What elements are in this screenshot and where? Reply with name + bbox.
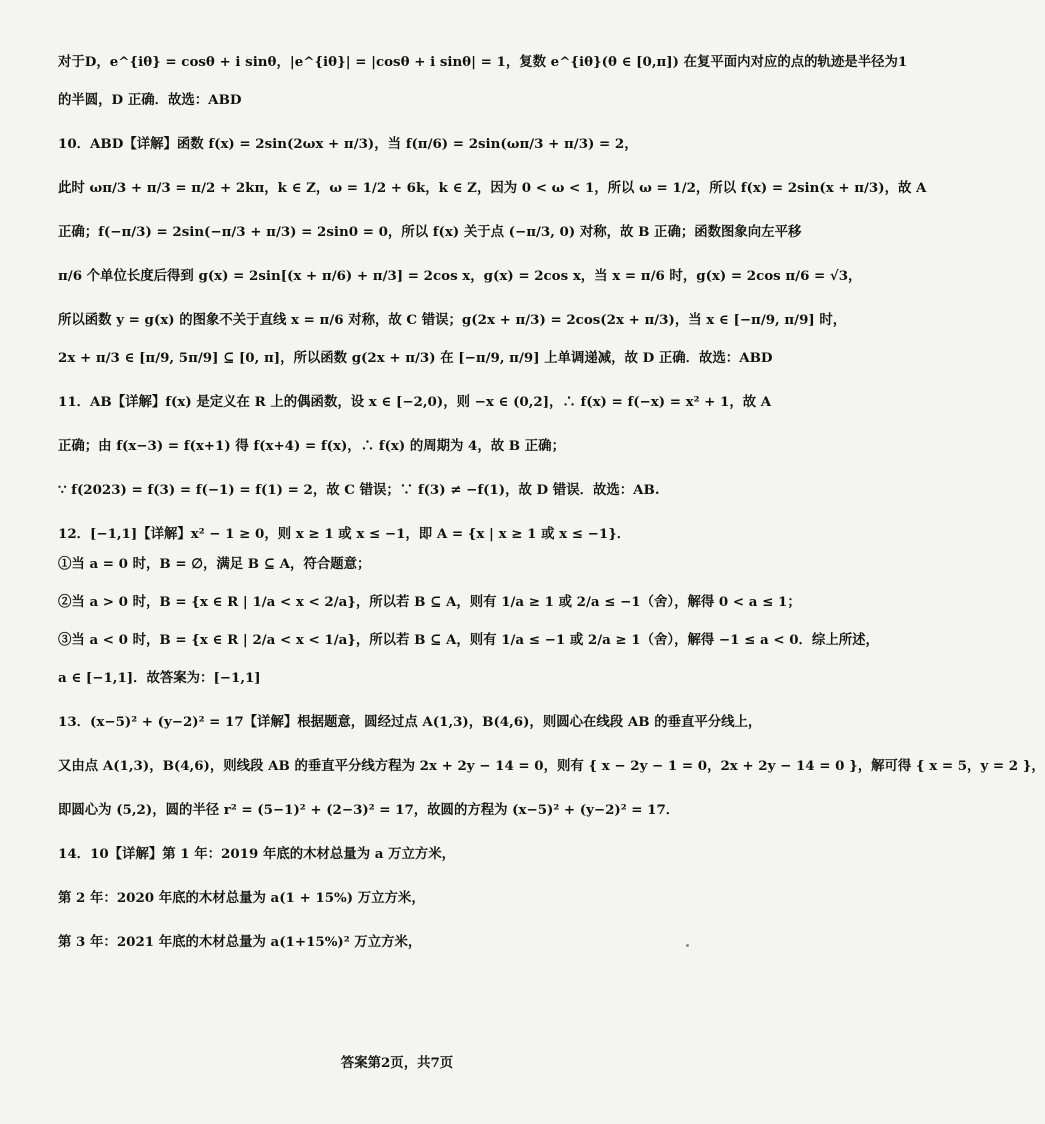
text-line: 第 2 年：2020 年底的木材总量为 a(1 + 15%) 万立方米， xyxy=(58,890,425,906)
text-line: 又由点 A(1,3)，B(4,6)，则线段 AB 的垂直平分线方程为 2x + 2y − 14 = 0，则有 { x − 2y − 1 = 0，2x + 2y − 14 = 0 }，解可得 { x = 5，y = 2 }， xyxy=(58,758,1045,774)
text-line: 此时 ωπ/3 + π/3 = π/2 + 2kπ，k ∈ Z，ω = 1/2 + 6k，k ∈ Z，因为 0 < ω < 1，所以 ω = 1/2，所以 f(x) = 2sin(x + π/3)，故 A xyxy=(58,180,927,196)
page-footer: 答案第2页，共7页 xyxy=(340,1055,454,1071)
text-line: ∵ f(2023) = f(3) = f(−1) = f(1) = 2，故 C 错误；∵ f(3) ≠ −f(1)，故 D 错误．故选：AB. xyxy=(58,482,660,498)
text-line: 13．(x−5)² + (y−2)² = 17【详解】根据题意，圆经过点 A(1,3)，B(4,6)，则圆心在线段 AB 的垂直平分线上， xyxy=(58,714,762,730)
text-line: 即圆心为 (5,2)，圆的半径 r² = (5−1)² + (2−3)² = 17，故圆的方程为 (x−5)² + (y−2)² = 17． xyxy=(58,802,680,818)
text-line: a ∈ [−1,1]．故答案为：[−1,1] xyxy=(58,670,261,686)
text-line: 的半圆，D 正确．故选：ABD xyxy=(58,92,242,108)
text-line: π/6 个单位长度后得到 g(x) = 2sin[(x + π/6) + π/3] = 2cos x，g(x) = 2cos x，当 x = π/6 时，g(x) = 2cos π/6 = √3， xyxy=(58,268,862,284)
text-line: 所以函数 y = g(x) 的图象不关于直线 x = π/6 对称，故 C 错误；g(2x + π/3) = 2cos(2x + π/3)，当 x ∈ [−π/9, π/9] 时， xyxy=(58,312,847,328)
scan-speck xyxy=(686,944,689,947)
text-line: 正确；f(−π/3) = 2sin(−π/3 + π/3) = 2sin0 = 0，所以 f(x) 关于点 (−π/3, 0) 对称，故 B 正确；函数图象向左平移 xyxy=(58,224,802,240)
text-line: 14．10【详解】第 1 年：2019 年底的木材总量为 a 万立方米， xyxy=(58,846,456,862)
text-line: 11．AB【详解】f(x) 是定义在 R 上的偶函数，设 x ∈ [−2,0)，则 −x ∈ (0,2]，∴ f(x) = f(−x) = x² + 1，故 A xyxy=(58,394,772,410)
text-line: 12．[−1,1]【详解】x² − 1 ≥ 0，则 x ≥ 1 或 x ≤ −1，即 A = {x | x ≥ 1 或 x ≤ −1}． xyxy=(58,526,631,542)
text-line: ②当 a > 0 时，B = {x ∈ R | 1/a < x < 2/a}，所以若 B ⊆ A，则有 1/a ≥ 1 或 2/a ≤ −1（舍），解得 0 < a ≤ 1； xyxy=(58,594,801,610)
text-line: ①当 a = 0 时，B = ∅，满足 B ⊆ A，符合题意； xyxy=(58,556,371,572)
text-line: 2x + π/3 ∈ [π/9, 5π/9] ⊆ [0, π]，所以函数 g(2x + π/3) 在 [−π/9, π/9] 上单调递减，故 D 正确．故选：ABD xyxy=(58,350,773,366)
text-line: 第 3 年：2021 年底的木材总量为 a(1+15%)² 万立方米， xyxy=(58,934,422,950)
text-line: 对于D，e^{iθ} = cosθ + i sinθ，|e^{iθ}| = |cosθ + i sinθ| = 1，复数 e^{iθ}(θ ∈ [0,π]) 在复平面内对应的点的轨迹是半径为1 xyxy=(58,54,908,70)
text-line: 正确；由 f(x−3) = f(x+1) 得 f(x+4) = f(x)，∴ f(x) 的周期为 4，故 B 正确； xyxy=(58,438,565,454)
text-line: 10．ABD【详解】函数 f(x) = 2sin(2ωx + π/3)，当 f(π/6) = 2sin(ωπ/3 + π/3) = 2， xyxy=(58,136,638,152)
text-line: ③当 a < 0 时，B = {x ∈ R | 2/a < x < 1/a}，所以若 B ⊆ A，则有 1/a ≤ −1 或 2/a ≥ 1（舍），解得 −1 ≤ a < 0．综上所述， xyxy=(58,632,879,648)
